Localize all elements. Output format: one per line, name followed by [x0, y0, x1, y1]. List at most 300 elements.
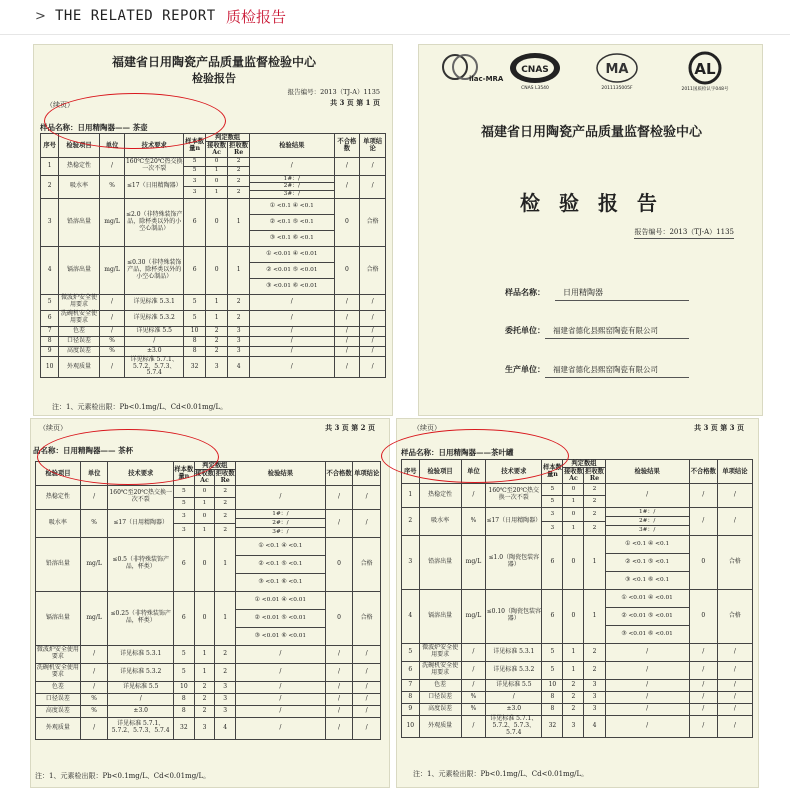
cell-fail-count: / — [325, 717, 353, 739]
cell-reject: 2 2 — [228, 157, 250, 175]
cell-requirement: 160℃至20℃热交换一次不裂 — [125, 157, 184, 175]
cell-reject: 2 2 — [584, 507, 605, 535]
cell-item: 铅溶出量 — [59, 198, 99, 246]
cell-sample-size: 5 — [184, 294, 206, 310]
cell-fail-count: / — [334, 157, 360, 175]
sample-name: 日用精陶器—— 茶杯 — [63, 446, 134, 455]
cell-unit: % — [80, 705, 108, 717]
cell-reject: 1 — [228, 198, 250, 246]
cell-sample-size: 5 — [184, 310, 206, 326]
doc-title: 检 验 报 告 — [520, 191, 663, 215]
cell-item: 镉溶出量 — [419, 589, 461, 643]
sample-field — [419, 287, 762, 303]
cell-sample-size: 8 — [184, 346, 206, 356]
cell-unit: mg/L — [461, 589, 486, 643]
cell-item: 色差 — [419, 679, 461, 691]
col-judgement: 判定数组 — [194, 462, 235, 470]
table-row — [36, 485, 381, 509]
cell-sample-size: 6 — [184, 246, 206, 294]
cell-unit: / — [80, 717, 108, 739]
cell-result: / — [250, 336, 334, 346]
col-seq: 序号 — [402, 460, 420, 484]
cell-requirement: ±3.0 — [125, 346, 184, 356]
table-row — [36, 537, 381, 591]
cell-item: 口径误差 — [59, 336, 99, 346]
results-table — [35, 461, 381, 740]
cell-conclusion: 合格 — [717, 589, 752, 643]
cell-fail-count: 0 — [334, 246, 360, 294]
cell-reject: 3 — [228, 346, 250, 356]
table-row — [41, 246, 386, 294]
cell-requirement: 详见标准 5.7.1、5.7.2、5.7.3、5.7.4 — [125, 356, 184, 378]
cell-accept: 0 — [206, 198, 228, 246]
cell-unit: mg/L — [461, 535, 486, 589]
cell-result: / — [236, 663, 326, 681]
sample-name: 日用精陶器—— 茶壶 — [77, 123, 148, 132]
cell-result: 1#：/ 2#：/ 3#：/ — [250, 175, 334, 198]
cell-result: / — [605, 715, 689, 737]
col-conclusion: 单项结论 — [353, 462, 381, 486]
cell-fail-count: / — [325, 485, 353, 509]
cell-requirement: ≤0.10（陶瓷包装容器） — [486, 589, 542, 643]
cell-item: 微波炉安全使用要求 — [419, 643, 461, 661]
cell-reject: 3 — [215, 693, 236, 705]
cell-unit: / — [80, 681, 108, 693]
cell-requirement: ≤2.0（非特殊装饰产品，除杯类以外的小空心制品） — [125, 198, 184, 246]
sample-label: 样品名称： — [401, 448, 439, 457]
page-number: 共 3 页 第 2 页 — [325, 423, 375, 432]
cell-fail-count: / — [334, 336, 360, 346]
cell-result: / — [250, 326, 334, 336]
cell-requirement: 详见标准 5.3.2 — [108, 663, 174, 681]
cell-conclusion: / — [360, 346, 386, 356]
section-title-en: THE RELATED REPORT — [55, 8, 216, 24]
client-field — [419, 325, 762, 341]
col-unit: 单位 — [80, 462, 108, 486]
table-header-row — [36, 462, 381, 470]
cell-item: 吸水率 — [59, 175, 99, 198]
col-accept: 接收数Ac — [207, 142, 227, 157]
cell-sample-size: 32 — [542, 715, 563, 737]
cell-fail-count: / — [689, 643, 717, 661]
cell-requirement: ≤17（日用精陶器） — [486, 507, 542, 535]
cell-seq: 5 — [41, 294, 59, 310]
cell-conclusion: / — [353, 717, 381, 739]
cell-sample-size: 5 — [542, 643, 563, 661]
cell-conclusion: / — [717, 715, 752, 737]
cell-unit: / — [461, 715, 486, 737]
cell-result: / — [236, 717, 326, 739]
col-item: 检验项目 — [419, 460, 461, 484]
table-row — [402, 643, 753, 661]
table-row — [36, 591, 381, 645]
cell-fail-count: 0 — [689, 535, 717, 589]
cell-seq: 3 — [41, 198, 59, 246]
cell-fail-count: / — [689, 679, 717, 691]
cell-requirement: 详见标准 5.3.1 — [108, 645, 174, 663]
maker-value: 福建省德化县熙窑陶瓷有限公司 — [545, 364, 689, 378]
col-sample-size: 样本数量n — [184, 134, 206, 158]
cell-result: / — [236, 693, 326, 705]
cell-sample-size: 6 — [542, 589, 563, 643]
cell-unit: % — [99, 175, 125, 198]
cell-item: 口径误差 — [36, 693, 81, 705]
cell-sample-size: 5 5 — [542, 483, 563, 507]
cell-reject: 1 — [215, 537, 236, 591]
cell-sample-size: 5 — [542, 661, 563, 679]
cell-seq: 3 — [402, 535, 420, 589]
col-accept: 接收数Ac — [195, 470, 214, 485]
col-result: 检验结果 — [605, 460, 689, 484]
col-reject: 拒收数Re — [585, 468, 604, 483]
cell-item: 热稳定性 — [59, 157, 99, 175]
col-unit: 单位 — [99, 134, 125, 158]
cell-result: ① <0.1 ④ <0.1 ② <0.1 ⑤ <0.1 ③ <0.1 ⑥ <0.1 — [250, 198, 334, 246]
cell-result: / — [605, 691, 689, 703]
sample-label: 样品名称： — [505, 287, 545, 297]
cell-sample-size: 8 — [542, 703, 563, 715]
cell-sample-size: 8 — [542, 691, 563, 703]
col-requirement: 技术要求 — [108, 462, 174, 486]
cell-sample-size: 6 — [173, 591, 194, 645]
client-label: 委托单位： — [505, 325, 545, 335]
cell-sample-size: 5 — [173, 663, 194, 681]
cell-reject: 3 — [584, 691, 605, 703]
cell-fail-count: / — [689, 691, 717, 703]
cell-sample-size: 10 — [184, 326, 206, 336]
cell-accept: 0 — [206, 246, 228, 294]
cell-item: 外观质量 — [419, 715, 461, 737]
table-row — [36, 663, 381, 681]
cell-conclusion: / — [360, 294, 386, 310]
cell-seq: 1 — [402, 483, 420, 507]
cell-unit: % — [461, 507, 486, 535]
col-fail-count: 不合格数 — [689, 460, 717, 484]
cell-accept: 1 — [206, 310, 228, 326]
sample-value: 日用精陶器 — [555, 287, 689, 301]
cell-accept: 2 — [194, 705, 215, 717]
sample-name-row — [40, 122, 148, 133]
cell-reject: 4 — [228, 356, 250, 378]
cell-conclusion: / — [353, 509, 381, 537]
col-fail-count: 不合格数 — [325, 462, 353, 486]
cell-accept: 1 — [194, 645, 215, 663]
col-reject: 拒收数Re — [215, 470, 235, 485]
cell-seq: 1 — [41, 157, 59, 175]
cell-seq: 4 — [402, 589, 420, 643]
cell-result: 1#：/ 2#：/ 3#：/ — [605, 507, 689, 535]
cell-result: / — [236, 485, 326, 509]
cell-fail-count: / — [334, 326, 360, 336]
table-row — [36, 705, 381, 717]
cell-accept: 2 — [563, 691, 584, 703]
cell-accept: 0 — [563, 589, 584, 643]
cell-accept: 0 1 — [563, 483, 584, 507]
cell-sample-size: 6 — [184, 198, 206, 246]
ilac-mra-logo — [437, 51, 504, 86]
cell-item: 外观质量 — [36, 717, 81, 739]
cell-reject: 3 — [584, 679, 605, 691]
cell-accept: 0 1 — [194, 485, 215, 509]
table-header-row — [402, 460, 753, 468]
col-conclusion: 单项结论 — [717, 460, 752, 484]
cell-result: / — [605, 483, 689, 507]
cell-accept: 0 1 — [563, 507, 584, 535]
cell-result: / — [250, 294, 334, 310]
table-row — [41, 294, 386, 310]
col-sample-size: 样本数量n — [173, 462, 194, 486]
col-reject: 拒收数Re — [229, 142, 249, 157]
cell-reject: 3 — [215, 705, 236, 717]
table-row — [402, 483, 753, 507]
cell-fail-count: / — [325, 693, 353, 705]
continued-label: （续页） — [413, 424, 441, 432]
cell-unit: / — [461, 643, 486, 661]
cell-conclusion: / — [717, 703, 752, 715]
cell-seq: 9 — [402, 703, 420, 715]
sample-name: 日用精陶器——茶叶罐 — [438, 448, 514, 457]
cell-reject: 1 — [228, 246, 250, 294]
cell-unit: / — [99, 326, 125, 336]
logo-caption: 2011135005F — [601, 86, 633, 91]
cell-item: 铅溶出量 — [36, 537, 81, 591]
cell-unit: % — [461, 691, 486, 703]
cell-reject: 3 — [584, 703, 605, 715]
cell-requirement: 详见标准 5.3.2 — [125, 310, 184, 326]
cell-conclusion: / — [353, 705, 381, 717]
cell-item: 洗碗机安全使用要求 — [36, 663, 81, 681]
cell-fail-count: / — [689, 715, 717, 737]
table-row — [41, 157, 386, 175]
page-number: 共 3 页 第 3 页 — [694, 423, 744, 432]
cell-conclusion: / — [717, 507, 752, 535]
cell-fail-count: 0 — [689, 589, 717, 643]
cell-accept: 3 — [206, 356, 228, 378]
cell-conclusion: / — [360, 310, 386, 326]
table-row — [402, 703, 753, 715]
cell-item: 吸水率 — [36, 509, 81, 537]
cell-result: / — [605, 661, 689, 679]
col-requirement: 技术要求 — [486, 460, 542, 484]
cell-fail-count: / — [334, 356, 360, 378]
cell-fail-count: / — [325, 681, 353, 693]
cell-fail-count: / — [689, 507, 717, 535]
cell-unit: mg/L — [80, 537, 108, 591]
cell-seq: 8 — [41, 336, 59, 346]
report-page-2 — [30, 418, 390, 788]
table-row — [402, 589, 753, 643]
col-judgement: 判定数组 — [563, 460, 605, 468]
cell-unit: / — [80, 645, 108, 663]
cell-requirement: 详见标准 5.3.2 — [486, 661, 542, 679]
detection-limit-note: 注：1、元素检出限：Pb<0.1mg/L、Cd<0.01mg/L。 — [52, 403, 228, 411]
col-unit: 单位 — [461, 460, 486, 484]
cell-result: / — [250, 356, 334, 378]
cell-seq: 4 — [41, 246, 59, 294]
cell-seq: 2 — [41, 175, 59, 198]
cell-accept: 2 — [563, 703, 584, 715]
cell-item: 热稳定性 — [36, 485, 81, 509]
maker-field — [419, 364, 762, 380]
logo-text: ilac-MRA — [469, 75, 504, 83]
cell-seq: 7 — [41, 326, 59, 336]
cell-fail-count: 0 — [334, 198, 360, 246]
cell-unit: % — [99, 346, 125, 356]
table-row — [41, 336, 386, 346]
cell-requirement: 160℃至20℃热交换一次不裂 — [108, 485, 174, 509]
cell-item: 口径误差 — [419, 691, 461, 703]
cell-unit: / — [80, 485, 108, 509]
cell-item: 微波炉安全使用要求 — [59, 294, 99, 310]
cell-item: 高度误差 — [59, 346, 99, 356]
cell-accept: 3 — [563, 715, 584, 737]
doc-title: 检验报告 — [192, 72, 236, 85]
col-fail-count: 不合格数 — [334, 134, 360, 158]
cell-accept: 0 — [563, 535, 584, 589]
cell-seq: 10 — [41, 356, 59, 378]
cell-accept: 2 — [206, 336, 228, 346]
cell-item: 高度误差 — [36, 705, 81, 717]
table-row — [402, 661, 753, 679]
cell-seq: 9 — [41, 346, 59, 356]
cell-result: / — [236, 705, 326, 717]
cal-logo — [673, 51, 737, 92]
cell-conclusion: 合格 — [360, 246, 386, 294]
cell-reject: 2 — [584, 643, 605, 661]
cell-reject: 3 — [228, 336, 250, 346]
cell-reject: 3 — [215, 681, 236, 693]
col-conclusion: 单项结论 — [360, 134, 386, 158]
cell-unit: / — [461, 483, 486, 507]
cell-sample-size: 32 — [173, 717, 194, 739]
page-number: 共 3 页 第 1 页 — [330, 98, 380, 107]
center-title: 福建省日用陶瓷产品质量监督检验中心 — [111, 55, 316, 69]
table-row — [36, 717, 381, 739]
cell-result: / — [605, 643, 689, 661]
cma-logo — [585, 51, 649, 91]
cell-requirement: ±3.0 — [108, 705, 174, 717]
col-seq: 序号 — [41, 134, 59, 158]
cell-fail-count: / — [334, 346, 360, 356]
cell-requirement: ≤17（日用精陶器） — [108, 509, 174, 537]
results-table — [40, 133, 386, 378]
cell-unit: % — [80, 693, 108, 705]
col-accept: 接收数Ac — [564, 468, 583, 483]
cell-sample-size: 8 — [173, 705, 194, 717]
table-row — [402, 535, 753, 589]
col-result: 检验结果 — [250, 134, 334, 158]
cell-reject: 2 — [215, 645, 236, 663]
cell-seq: 5 — [402, 643, 420, 661]
report-number: 报告编号：2013（TJ-A）1135 — [634, 227, 734, 239]
cell-accept: 2 — [194, 693, 215, 705]
logo-text: AL — [694, 60, 716, 78]
cell-reject: 3 — [228, 326, 250, 336]
cell-conclusion: / — [360, 336, 386, 346]
cell-reject: 2 — [228, 294, 250, 310]
cell-result: ① <0.1 ④ <0.1 ② <0.1 ⑤ <0.1 ③ <0.1 ⑥ <0.1 — [236, 537, 326, 591]
table-row — [41, 175, 386, 198]
sample-label: 样品名称： — [40, 123, 78, 132]
cell-requirement: 详见标准 5.5 — [108, 681, 174, 693]
cell-unit: / — [80, 663, 108, 681]
cell-requirement: 详见标准 5.5 — [125, 326, 184, 336]
cell-result: ① <0.01 ④ <0.01 ② <0.01 ⑤ <0.01 ③ <0.01 ⑥ <0.01 — [250, 246, 334, 294]
cell-seq: 8 — [402, 691, 420, 703]
logo-text: MA — [605, 62, 629, 77]
logo-caption: 2011国质检认字048号 — [681, 87, 729, 92]
col-result: 检验结果 — [236, 462, 326, 486]
cell-item: 镉溶出量 — [36, 591, 81, 645]
col-judgement: 判定数组 — [206, 134, 250, 142]
table-row — [402, 715, 753, 737]
cell-requirement: ≤0.30（非特殊装饰产品，除杯类以外的小空心制品） — [125, 246, 184, 294]
client-value: 福建省德化县熙窑陶瓷有限公司 — [545, 325, 689, 339]
cell-conclusion: / — [717, 661, 752, 679]
report-number: 报告编号：2013（TJ-A）1135 — [287, 88, 380, 96]
continued-label: （续页） — [46, 101, 74, 109]
cell-fail-count: / — [334, 310, 360, 326]
cell-conclusion: / — [360, 175, 386, 198]
cell-result: / — [250, 346, 334, 356]
cell-seq: 6 — [41, 310, 59, 326]
cell-fail-count: / — [334, 294, 360, 310]
cell-seq: 10 — [402, 715, 420, 737]
logo-text: CNAS — [521, 65, 549, 75]
cell-item: 洗碗机安全使用要求 — [419, 661, 461, 679]
cell-item: 外观质量 — [59, 356, 99, 378]
col-item: 检验项目 — [36, 462, 81, 486]
cell-reject: 4 — [215, 717, 236, 739]
cell-requirement: 详见标准 5.5 — [486, 679, 542, 691]
cell-reject: 1 — [584, 535, 605, 589]
cell-result: 1#：/ 2#：/ 3#：/ — [236, 509, 326, 537]
cell-sample-size: 5 5 — [184, 157, 206, 175]
cell-accept: 0 1 — [206, 157, 228, 175]
cell-item: 洗碗机安全使用要求 — [59, 310, 99, 326]
cell-fail-count: / — [325, 705, 353, 717]
cell-conclusion: / — [360, 157, 386, 175]
cell-requirement: ≤17（日用精陶器） — [125, 175, 184, 198]
cell-fail-count: / — [689, 483, 717, 507]
cell-conclusion: / — [353, 681, 381, 693]
cell-requirement: 详见标准 5.7.1、5.7.2、5.7.3、5.7.4 — [486, 715, 542, 737]
cell-requirement: 详见标准 5.3.1 — [486, 643, 542, 661]
cell-result: ① <0.1 ④ <0.1 ② <0.1 ⑤ <0.1 ③ <0.1 ⑥ <0.1 — [605, 535, 689, 589]
cell-reject: 2 — [215, 663, 236, 681]
cell-fail-count: / — [334, 175, 360, 198]
cell-unit: / — [99, 294, 125, 310]
center-title: 福建省日用陶瓷产品质量监督检验中心 — [480, 125, 702, 140]
cell-seq: 2 — [402, 507, 420, 535]
cell-item: 热稳定性 — [419, 483, 461, 507]
cell-result: / — [236, 681, 326, 693]
cell-sample-size: 32 — [184, 356, 206, 378]
table-row — [36, 693, 381, 705]
cell-conclusion: / — [717, 643, 752, 661]
cell-unit: / — [99, 157, 125, 175]
cell-result: / — [236, 645, 326, 663]
cell-unit: / — [461, 661, 486, 679]
cell-sample-size: 5 — [173, 645, 194, 663]
cell-requirement: / — [486, 691, 542, 703]
cell-sample-size: 6 — [173, 537, 194, 591]
report-cover — [418, 44, 763, 416]
cell-conclusion: 合格 — [717, 535, 752, 589]
cell-unit: % — [80, 509, 108, 537]
cell-fail-count: / — [325, 663, 353, 681]
cell-reject: 1 — [215, 591, 236, 645]
